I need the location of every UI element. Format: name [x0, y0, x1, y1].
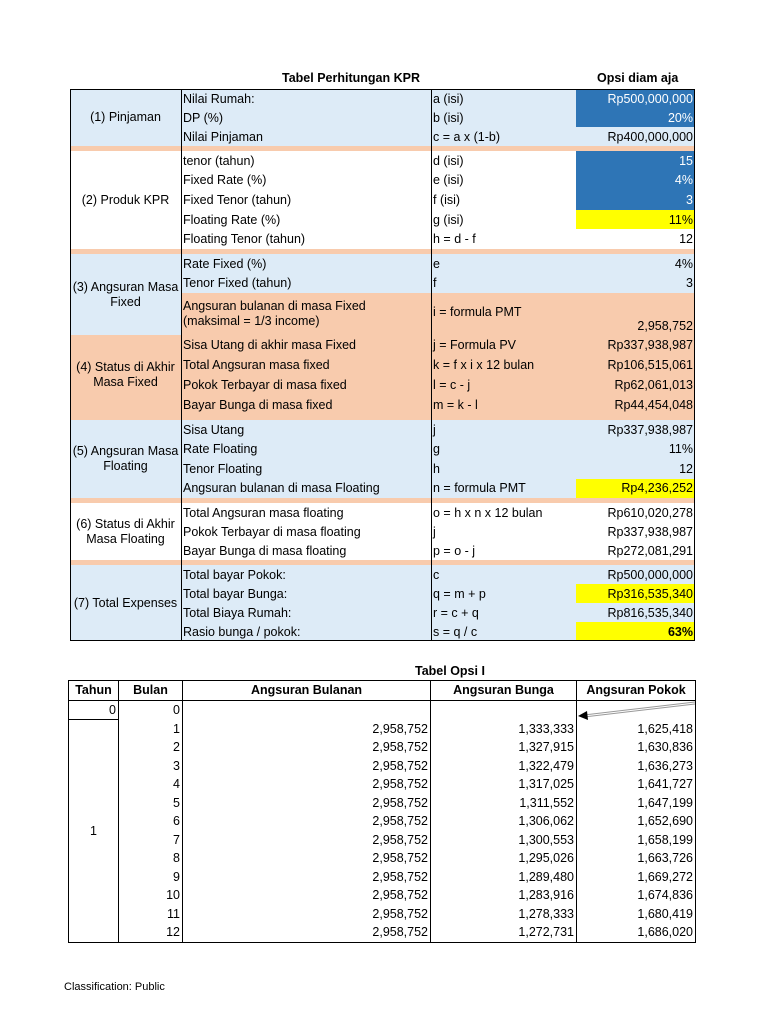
- row-desc-line2: (maksimal = 1/3 income): [183, 314, 320, 328]
- group-label: (1) Pinjaman: [90, 110, 161, 124]
- row-value: 12: [679, 232, 693, 247]
- row-desc: Nilai Pinjaman: [183, 129, 263, 144]
- bulan-cell: 2: [119, 738, 183, 757]
- row-desc: Sisa Utang di akhir masa Fixed: [183, 338, 356, 352]
- row-formula: e: [433, 256, 440, 271]
- row-desc: Total Angsuran masa floating: [183, 505, 344, 520]
- header-tahun: Tahun: [69, 681, 119, 701]
- table-row: [69, 849, 696, 868]
- row-formula: c = a x (1-b): [433, 129, 501, 144]
- row-value: Rp816,535,340: [607, 605, 693, 620]
- row-value: 2,958,752: [637, 319, 693, 333]
- row-formula: g (isi): [433, 212, 464, 227]
- pokok-cell: 1,663,726: [577, 849, 696, 868]
- angsuran-cell: 2,958,752: [183, 757, 431, 776]
- bulan-cell: 8: [119, 849, 183, 868]
- row-desc: Nilai Rumah:: [183, 91, 255, 106]
- row-value: 63%: [576, 622, 695, 641]
- row-formula: p = o - j: [433, 543, 476, 558]
- row-value: 20%: [576, 108, 695, 127]
- bulan-cell: 3: [119, 757, 183, 776]
- group-label: (7) Total Expenses: [73, 595, 178, 610]
- row-desc: Sisa Utang: [183, 422, 245, 437]
- row-formula: k = f x i x 12 bulan: [433, 358, 535, 372]
- row-value: 4%: [576, 171, 695, 191]
- bulan-cell: 7: [119, 831, 183, 850]
- pokok-cell: 1,641,727: [577, 775, 696, 794]
- bunga-cell: 1,295,026: [431, 849, 577, 868]
- header-angsuran-pokok: Angsuran Pokok: [577, 681, 696, 701]
- table-row: [69, 794, 696, 813]
- row-value: 15: [576, 151, 695, 171]
- bunga-cell: [431, 700, 577, 720]
- row-desc: Rate Floating: [183, 442, 258, 457]
- row-value: 11%: [576, 210, 695, 230]
- bunga-cell: 1,327,915: [431, 738, 577, 757]
- bunga-cell: 1,333,333: [431, 720, 577, 739]
- year-cell: 0: [69, 700, 119, 720]
- pokok-cell: 1,630,836: [577, 738, 696, 757]
- row-value: Rp316,535,340: [576, 584, 695, 603]
- group-label: (6) Status di Akhir Masa Floating: [76, 516, 175, 546]
- row-formula: m = k - l: [433, 398, 478, 412]
- bulan-cell: 1: [119, 720, 183, 739]
- bunga-cell: 1,317,025: [431, 775, 577, 794]
- row-desc: Pokok Terbayar di masa floating: [183, 524, 361, 539]
- row-formula: a (isi): [433, 91, 464, 106]
- row-value: Rp610,020,278: [607, 505, 693, 520]
- row-desc: Bayar Bunga di masa fixed: [183, 398, 333, 412]
- bulan-cell: 5: [119, 794, 183, 813]
- bulan-cell: 0: [119, 700, 183, 720]
- row-desc: Rasio bunga / pokok:: [183, 624, 301, 639]
- bulan-cell: 9: [119, 868, 183, 887]
- row-value: Rp44,454,048: [614, 398, 693, 412]
- row-desc: tenor (tahun): [183, 153, 255, 168]
- opsi-header-row: [69, 681, 696, 701]
- table-row: [69, 905, 696, 924]
- row-desc: Pokok Terbayar di masa fixed: [183, 378, 347, 392]
- row-value: 11%: [668, 442, 693, 457]
- row-formula: r = c + q: [433, 605, 479, 620]
- pokok-cell: 1,625,418: [577, 720, 696, 739]
- bulan-cell: 11: [119, 905, 183, 924]
- row-formula: n = formula PMT: [433, 481, 526, 496]
- row-desc: Rate Fixed (%): [183, 256, 267, 271]
- table-row: [69, 738, 696, 757]
- table-row: [69, 923, 696, 942]
- bunga-cell: 1,306,062: [431, 812, 577, 831]
- row-formula: s = q / c: [433, 624, 478, 639]
- classification-footer: Classification: Public: [64, 981, 165, 993]
- row-desc: Tenor Floating: [183, 461, 263, 476]
- row-desc: Tenor Fixed (tahun): [183, 276, 292, 291]
- table-row: [69, 775, 696, 794]
- angsuran-cell: 2,958,752: [183, 775, 431, 794]
- angsuran-cell: 2,958,752: [183, 849, 431, 868]
- row-formula: d (isi): [433, 153, 464, 168]
- bunga-cell: 1,278,333: [431, 905, 577, 924]
- row-desc: Total Biaya Rumah:: [183, 605, 292, 620]
- table-row: [69, 868, 696, 887]
- angsuran-cell: 2,958,752: [183, 923, 431, 942]
- angsuran-cell: 2,958,752: [183, 831, 431, 850]
- kpr-title: Tabel Perhitungan KPR: [282, 71, 420, 85]
- angsuran-cell: 2,958,752: [183, 905, 431, 924]
- row-formula: h = d - f: [433, 232, 476, 247]
- row-desc: Bayar Bunga di masa floating: [183, 543, 347, 558]
- row-desc: Total bayar Bunga:: [183, 586, 288, 601]
- row-value: Rp272,081,291: [607, 543, 693, 558]
- pokok-cell: 1,680,419: [577, 905, 696, 924]
- row-desc: Fixed Rate (%): [183, 173, 267, 188]
- bulan-cell: 4: [119, 775, 183, 794]
- kpr-table: [70, 89, 695, 641]
- row-value: Rp337,938,987: [607, 338, 693, 352]
- header-angsuran-bunga: Angsuran Bunga: [431, 681, 577, 701]
- row-formula: j: [433, 524, 436, 539]
- angsuran-cell: 2,958,752: [183, 812, 431, 831]
- row-desc: Floating Rate (%): [183, 212, 281, 227]
- header-angsuran-bulanan: Angsuran Bulanan: [183, 681, 431, 701]
- row-formula: o = h x n x 12 bulan: [433, 505, 543, 520]
- row-formula: j: [433, 422, 436, 437]
- opsi-title: Tabel Opsi I: [415, 664, 485, 678]
- row-formula: e (isi): [433, 173, 464, 188]
- year-cell: 1: [69, 720, 119, 943]
- row-formula: c: [433, 567, 440, 582]
- table-row: [69, 886, 696, 905]
- angsuran-cell: [183, 700, 431, 720]
- row-value: Rp500,000,000: [576, 89, 695, 108]
- row-desc: Total Angsuran masa fixed: [183, 358, 330, 372]
- pokok-cell: 1,636,273: [577, 757, 696, 776]
- bulan-cell: 12: [119, 923, 183, 942]
- angsuran-cell: 2,958,752: [183, 738, 431, 757]
- row-value: Rp500,000,000: [607, 567, 693, 582]
- pokok-cell: 1,647,199: [577, 794, 696, 813]
- angsuran-cell: 2,958,752: [183, 720, 431, 739]
- row-value: Rp337,938,987: [607, 524, 693, 539]
- row-desc: Floating Tenor (tahun): [183, 232, 306, 247]
- bunga-cell: 1,289,480: [431, 868, 577, 887]
- kpr-table-border: [70, 89, 695, 641]
- row-value: Rp106,515,061: [607, 358, 693, 372]
- bunga-cell: 1,311,552: [431, 794, 577, 813]
- pokok-cell: 1,686,020: [577, 923, 696, 942]
- pokok-cell: 1,674,836: [577, 886, 696, 905]
- row-desc: Total bayar Pokok:: [183, 567, 286, 582]
- row-value: 4%: [674, 256, 693, 271]
- row-formula: f: [433, 276, 437, 291]
- header-bulan: Bulan: [119, 681, 183, 701]
- row-value: 12: [679, 461, 693, 476]
- bulan-cell: 10: [119, 886, 183, 905]
- bunga-cell: 1,283,916: [431, 886, 577, 905]
- angsuran-cell: 2,958,752: [183, 868, 431, 887]
- bunga-cell: 1,322,479: [431, 757, 577, 776]
- group-label: (4) Status di Akhir Masa Fixed: [76, 360, 175, 389]
- angsuran-cell: 2,958,752: [183, 886, 431, 905]
- group-label: (5) Angsuran Masa Floating: [72, 444, 179, 473]
- row-value: 3: [686, 276, 693, 291]
- row-formula: q = m + p: [433, 586, 486, 601]
- table-row: [69, 831, 696, 850]
- group-label: (2) Produk KPR: [81, 192, 170, 207]
- row-formula: l = c - j: [433, 378, 471, 392]
- row-formula: i = formula PMT: [433, 305, 522, 319]
- angsuran-cell: 2,958,752: [183, 794, 431, 813]
- pokok-cell: 1,669,272: [577, 868, 696, 887]
- row-formula: b (isi): [433, 110, 464, 125]
- row-value: Rp337,938,987: [607, 422, 693, 437]
- row-formula: h: [433, 461, 440, 476]
- row-formula: j = Formula PV: [433, 338, 517, 352]
- row-formula: g: [433, 442, 440, 457]
- row-desc-line1: Angsuran bulanan di masa Fixed: [183, 299, 366, 313]
- pokok-cell: 1,652,690: [577, 812, 696, 831]
- arrow-annotation: [570, 700, 696, 724]
- row-formula: f (isi): [433, 192, 461, 207]
- pokok-cell: 1,658,199: [577, 831, 696, 850]
- group-label: (3) Angsuran Masa Fixed: [72, 279, 179, 309]
- row-desc: Fixed Tenor (tahun): [183, 192, 292, 207]
- row-value: Rp4,236,252: [576, 479, 695, 499]
- bulan-cell: 6: [119, 812, 183, 831]
- row-desc: DP (%): [183, 110, 224, 125]
- row-desc: Angsuran bulanan di masa Floating: [183, 481, 380, 496]
- table-row: [69, 812, 696, 831]
- bunga-cell: 1,272,731: [431, 923, 577, 942]
- row-value: Rp400,000,000: [607, 129, 693, 144]
- row-value: 3: [576, 190, 695, 210]
- bunga-cell: 1,300,553: [431, 831, 577, 850]
- table-row: [69, 757, 696, 776]
- row-value: Rp62,061,013: [614, 378, 693, 392]
- option-title: Opsi diam aja: [597, 71, 679, 85]
